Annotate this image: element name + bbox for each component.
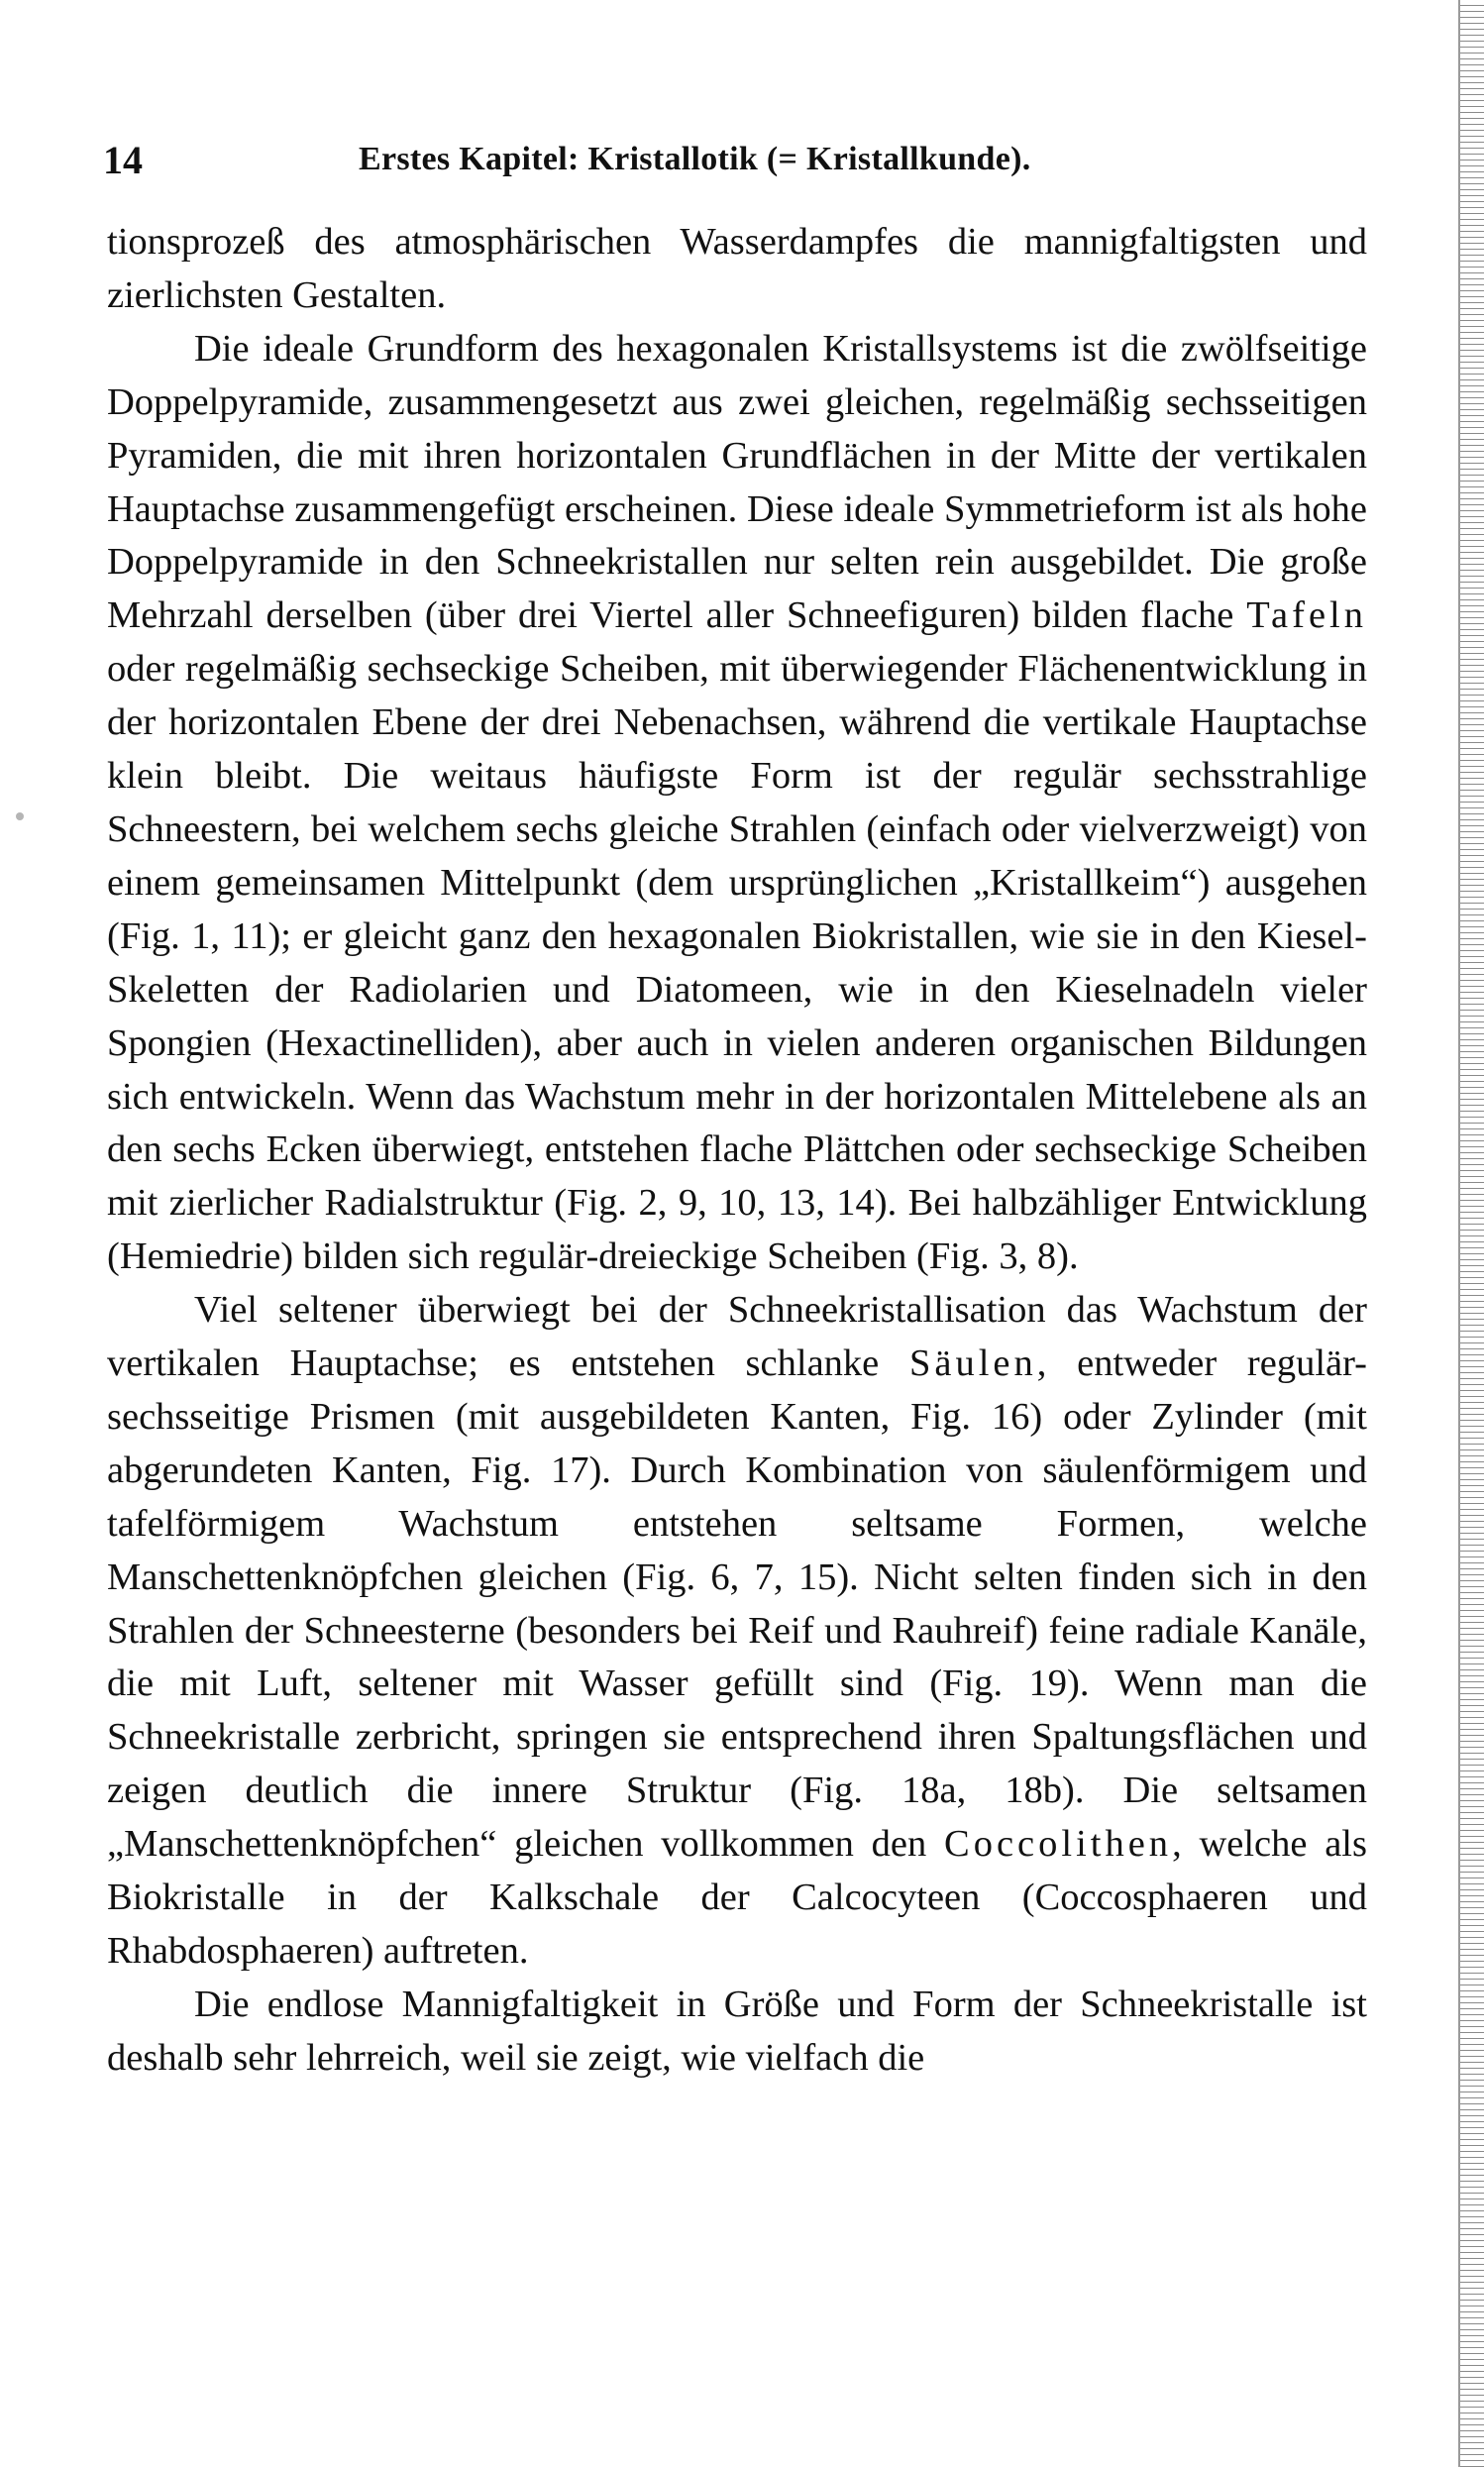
paragraph-3-text-b: , entweder regulär-sechsseitige Prismen (mit ausgebildeten Kanten, Fig. 16) oder Zylinder (mit abgerundeten Kanten, Fig. 17). Durch Kombination von säulenförmigem und tafelförmigem Wachstum entstehen seltsame Formen, welche Manschettenknöpfchen gleichen (Fig. 6, 7, 15). Nicht selten finden sich in den Strahlen der Schneesterne (besonders bei Reif und Rauhreif) feine radiale Kanäle, die mit Luft, seltener mit Wasser gefüllt sind (Fig. 19). Wenn man die Schneekristalle zerbricht, springen sie entsprechend ihren Spaltungsflächen und zeigen deutlich die innere Struktur (Fig. 18a, 18b). Die seltsamen „Manschettenknöpfchen“ gleichen vollkommen den [107,1342,1367,1866]
scan-speck [16,812,24,820]
paragraph-3-text-a: Viel seltener überwiegt bei der Schneekristallisation das Wachstum der vertikalen Hauptachse; es entstehen schlanke [107,1289,1367,1385]
paragraph-4: Die endlose Mannigfaltigkeit in Größe und Form der Schneekristalle ist deshalb sehr lehrreich, weil sie zeigt, wie vielfach die [107,1983,1367,2079]
paragraph-2-text-a: Die ideale Grundform des hexagonalen Kristallsystems ist die zwölfseitige Doppelpyramide, zusammengesetzt aus zwei gleichen, regelmäßig sechsseitigen Pyramiden, die mit ihren horizontalen Grundflächen in der Mitte der vertikalen Hauptachse zusammengefügt erscheinen. Diese ideale Symmetrieform ist als hohe Doppelpyramide in den Schneekristallen nur selten rein ausgebildet. Die große Mehrzahl derselben (über drei Viertel aller Schneefiguren) bilden flache [107,327,1367,637]
paragraph-2-text-b: oder regelmäßig sechseckige Scheiben, mit überwiegender Flächenentwicklung in der horizontalen Ebene der drei Nebenachsen, während die vertikale Hauptachse klein bleibt. Die weitaus häufigste Form ist der regulär sechsstrahlige Schneestern, bei welchem sechs gleiche Strahlen (einfach oder vielverzweigt) von einem gemeinsamen Mittelpunkt (dem ursprünglichen „Kristallkeim“) ausgehen (Fig. 1, 11); er gleicht ganz den hexagonalen Biokristallen, wie sie in den Kiesel-Skeletten der Radiolarien und Diatomeen, wie in den Kieselnadeln vieler Spongien (Hexactinelliden), aber auch in vielen anderen organischen Bildungen sich entwickeln. Wenn das Wachstum mehr in der horizontalen Mittelebene als an den sechs Ecken überwiegt, entstehen flache Plättchen oder sechseckige Scheiben mit zierlicher Radialstruktur (Fig. 2, 9, 10, 13, 14). Bei halbzähliger Entwicklung (Hemiedrie) bilden sich regulär-dreieckige Scheiben (Fig. 3, 8). [107,648,1367,1278]
scan-ruler-edge [1460,0,1484,2467]
paragraph-3-text-c: , welche als Biokristalle in der Kalkschale der Calcocyteen (Coccosphaeren und Rhabdosphaeren) auftreten. [107,1823,1367,1972]
paragraph-1: tionsprozeß des atmosphärischen Wasserdampfes die mannigfaltigsten und zierlichsten Gestalten. [107,221,1367,316]
paragraph-2 [107,323,1367,1284]
running-head: Erstes Kapitel: Kristallotik (= Kristallkunde). [359,141,1031,177]
body-text [107,216,1367,2086]
spaced-term-saeulen: Säulen [908,1342,1037,1385]
spaced-term-tafeln: Tafeln [1246,594,1367,637]
spaced-term-coccolithen: Coccolithen [944,1823,1173,1866]
paragraph-3 [107,1284,1367,1979]
page-header [103,137,1361,196]
page-number: 14 [103,138,143,182]
